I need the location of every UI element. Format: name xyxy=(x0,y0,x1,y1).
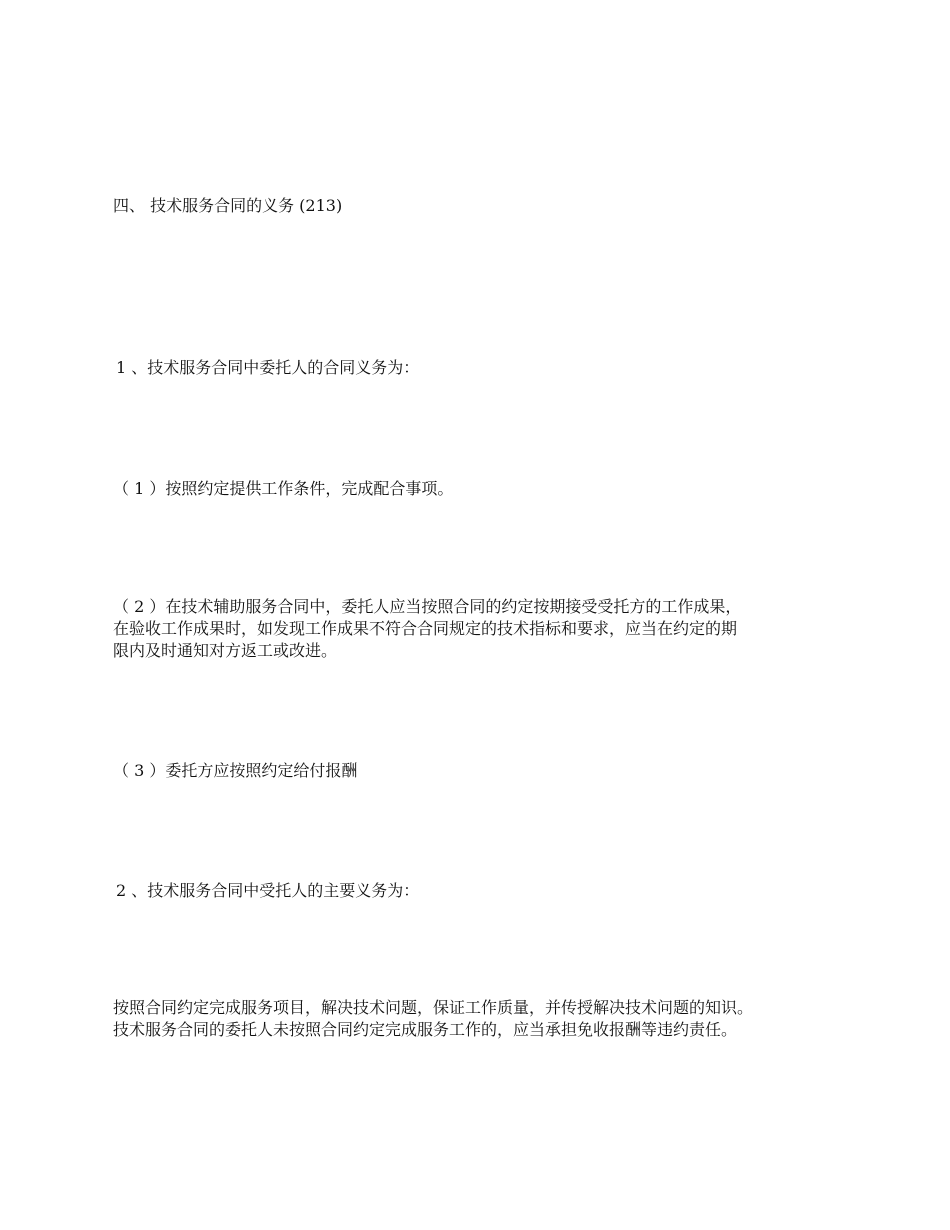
section-heading: 四、 技术服务合同的义务 (213) xyxy=(113,196,343,215)
client-obligation-item-1: （ 1 ）按照约定提供工作条件，完成配合事项。 xyxy=(113,479,454,498)
client-obligation-item-2 xyxy=(113,596,873,662)
client-obligation-item-3: （ 3 ）委托方应按照约定给付报酬 xyxy=(113,761,358,780)
client-obligations-title: 1 、技术服务合同中委托人的合同义务为： xyxy=(116,358,420,377)
paragraph-line: （ 2 ）在技术辅助服务合同中，委托人应当按照合同的约定按期接受受托方的工作成果， xyxy=(113,597,742,616)
paragraph-line: 在验收工作成果时，如发现工作成果不符合合同规定的技术指标和要求，应当在约定的期 xyxy=(113,619,738,638)
paragraph-line: 技术服务合同的委托人未按照合同约定完成服务工作的，应当承担免收报酬等违约责任。 xyxy=(113,1020,738,1039)
contractor-obligations-title: 2 、技术服务合同中受托人的主要义务为： xyxy=(116,881,420,900)
paragraph-line: 按照合同约定完成服务项目，解决技术问题，保证工作质量，并传授解决技术问题的知识。 xyxy=(113,998,754,1017)
paragraph-line: 限内及时通知对方返工或改进。 xyxy=(113,641,338,660)
contractor-obligations-body xyxy=(113,997,873,1041)
